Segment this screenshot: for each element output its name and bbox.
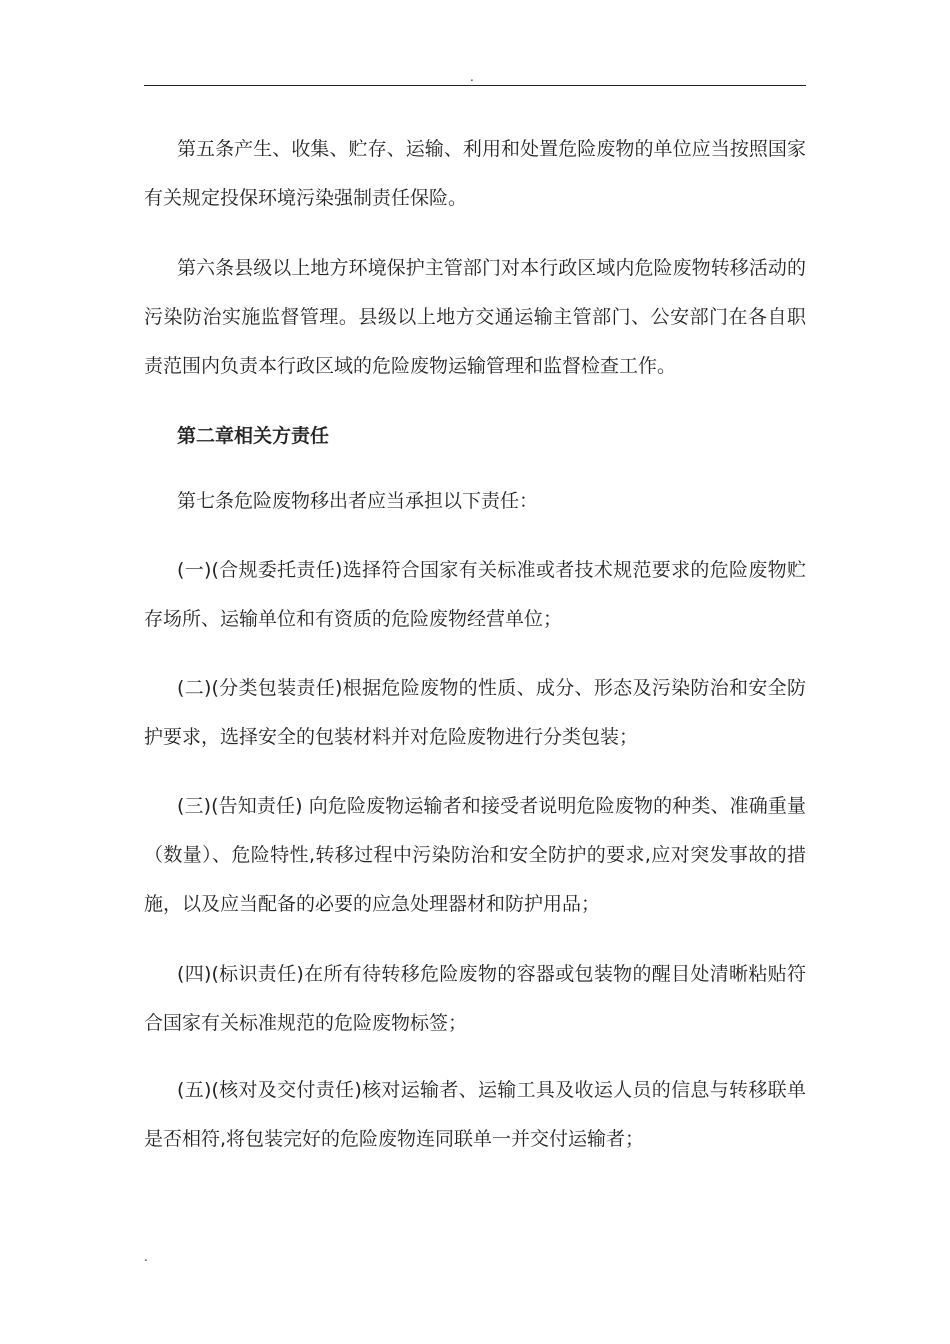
item-4-paragraph: (四)(标识责任)在所有待转移危险废物的容器或包装物的醒目处清晰粘贴符合国家有关标准规范的危险废物标签； (144, 963, 806, 1034)
article-5-paragraph: 第五条产生、收集、贮存、运输、利用和处置危险废物的单位应当按照国家有关规定投保环境污染强制责任保险。 (144, 138, 806, 209)
item-3-paragraph: (三)(告知责任) 向危险废物运输者和接受者说明危险废物的种类、准确重量（数量）、危险特性,转移过程中污染防治和安全防护的要求,应对突发事故的措施，以及应当配备的必要的应急处理器材和防护用品； (144, 795, 806, 915)
header-rule (144, 85, 806, 86)
article-6-paragraph: 第六条县级以上地方环境保护主管部门对本行政区域内危险废物转移活动的污染防治实施监督管理。县级以上地方交通运输主管部门、公安部门在各自职责范围内负责本行政区域的危险废物运输管理和监督检查工作。 (144, 257, 806, 377)
item-1-paragraph: (一)(合规委托责任)选择符合国家有关标准或者技术规范要求的危险废物贮存场所、运输单位和有资质的危险废物经营单位； (144, 559, 806, 630)
item-2-paragraph: (二)(分类包装责任)根据危险废物的性质、成分、形态及污染防治和安全防护要求，选择安全的包装材料并对危险废物进行分类包装； (144, 677, 806, 748)
item-5-paragraph: (五)(核对及交付责任)核对运输者、运输工具及收运人员的信息与转移联单是否相符,将包装完好的危险废物连同联单一并交付运输者； (144, 1079, 806, 1150)
header-dot: . (470, 70, 474, 84)
footer-dot: . (144, 1250, 148, 1264)
article-7-paragraph: 第七条危险废物移出者应当承担以下责任： (177, 490, 539, 512)
chapter-2-heading: 第二章相关方责任 (177, 425, 330, 447)
